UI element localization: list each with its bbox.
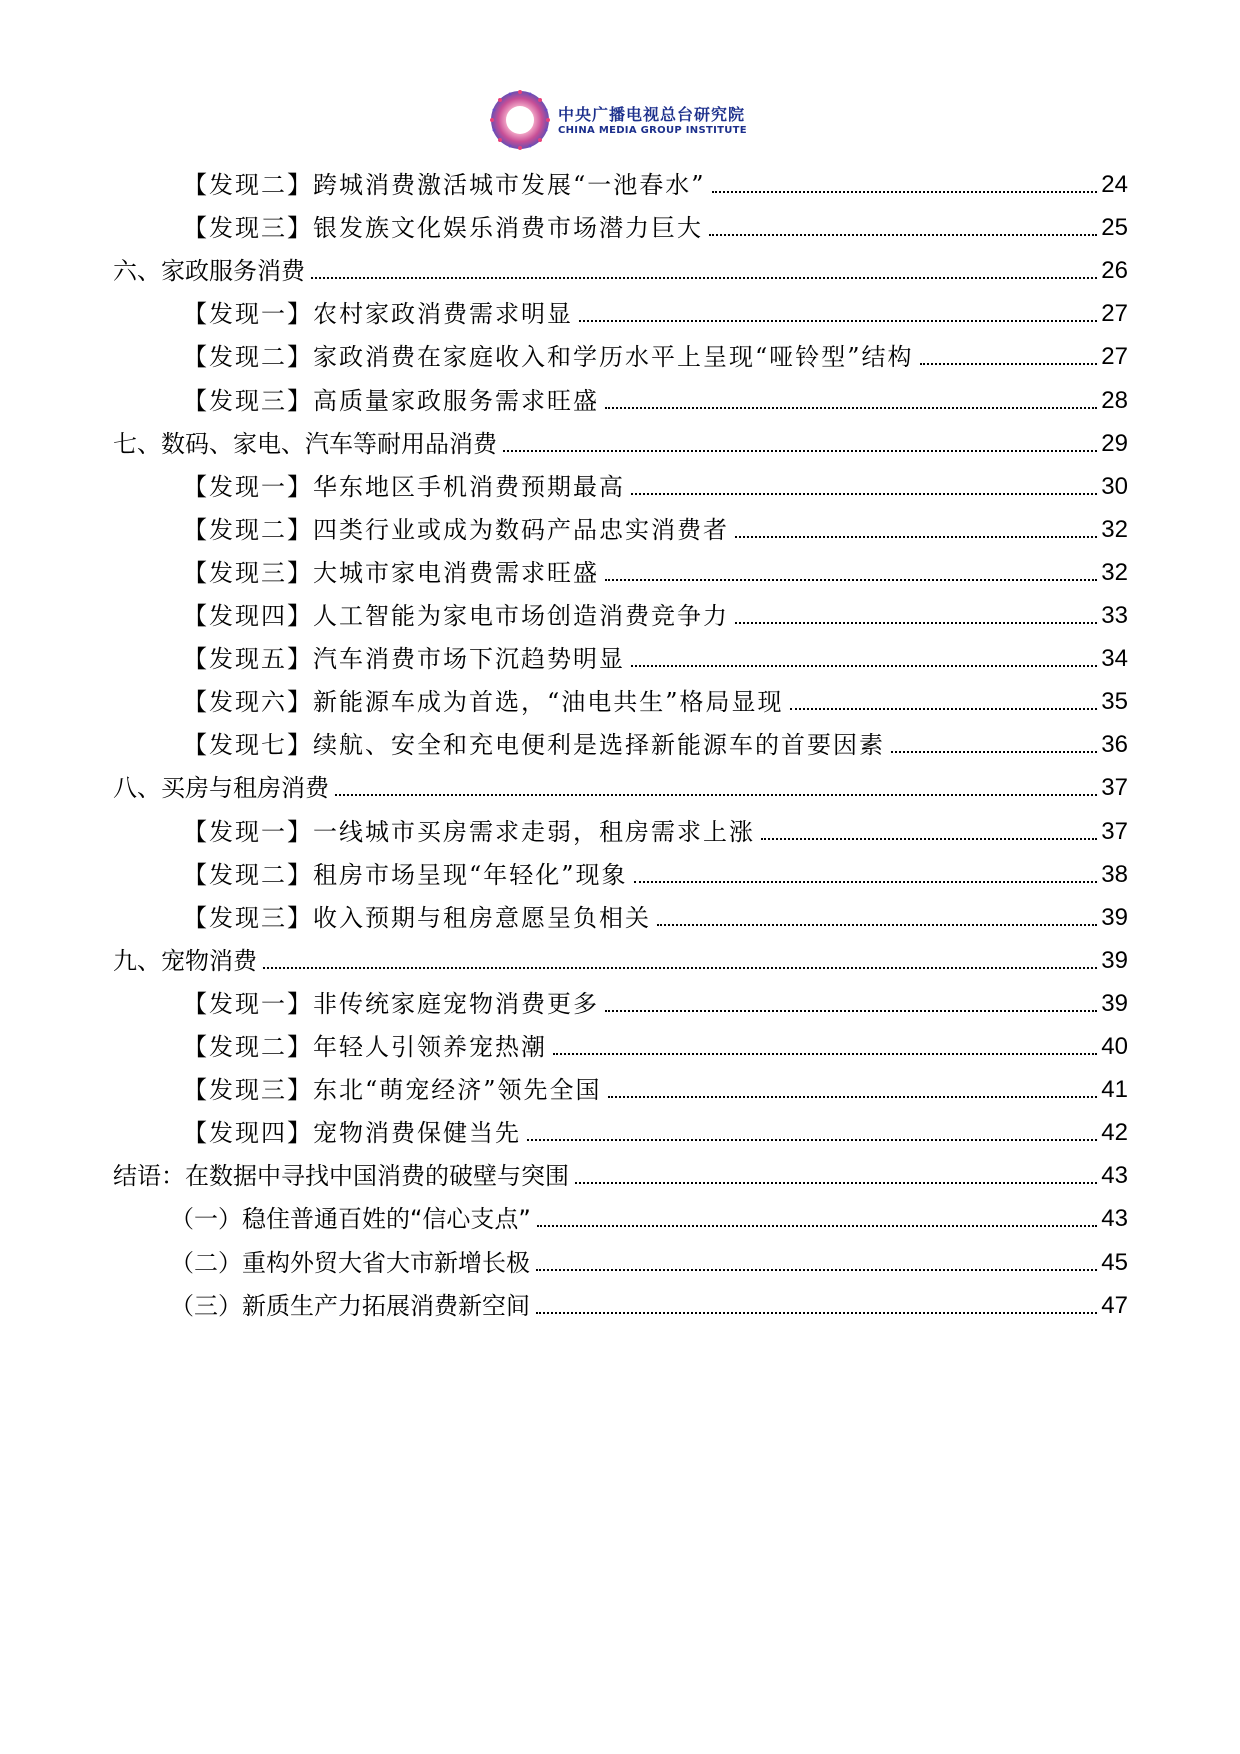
toc-entry-title: 七、数码、家电、汽车等耐用品消费: [113, 429, 497, 458]
toc-dot-leader: [527, 1138, 1097, 1141]
toc-dot-leader: [761, 837, 1097, 840]
toc-entry-title: （二）重构外贸大省大市新增长极: [170, 1248, 530, 1277]
toc-entry[interactable]: [113, 246, 1128, 286]
toc-dot-leader: [657, 923, 1097, 926]
toc-entry-title: 【发现二】家政消费在家庭收入和学历水平上呈现“哑铃型”结构: [183, 343, 914, 372]
toc-dot-leader: [891, 750, 1097, 753]
toc-page-number: 45: [1101, 1248, 1128, 1276]
cmg-institute-logo-icon: [488, 88, 552, 152]
toc-dot-leader: [634, 880, 1098, 883]
page-header: [488, 88, 788, 152]
toc-dot-leader: [605, 1009, 1097, 1012]
toc-entry[interactable]: [183, 591, 1128, 631]
toc-page-number: 32: [1101, 515, 1128, 543]
toc-entry[interactable]: [183, 505, 1128, 545]
toc-entry-title: （一）稳住普通百姓的“信心支点”: [170, 1205, 531, 1234]
toc-dot-leader: [537, 1224, 1097, 1227]
toc-entry[interactable]: [183, 289, 1128, 329]
toc-page-number: 30: [1101, 472, 1128, 500]
toc-entry[interactable]: [170, 1281, 1128, 1321]
toc-entry-title: 【发现六】新能源车成为首选，“油电共生”格局显现: [183, 688, 784, 717]
toc-entry[interactable]: [170, 1238, 1128, 1278]
toc-page-number: 33: [1101, 602, 1128, 629]
toc-entry[interactable]: [113, 936, 1128, 976]
toc-dot-leader: [553, 1052, 1097, 1055]
toc-page-number: 29: [1101, 429, 1128, 457]
toc-page-number: 27: [1101, 300, 1128, 328]
toc-entry[interactable]: [183, 893, 1128, 933]
toc-entry[interactable]: [113, 763, 1128, 803]
toc-page-number: 39: [1101, 989, 1128, 1017]
toc-dot-leader: [735, 535, 1097, 538]
toc-entry[interactable]: [183, 548, 1128, 588]
toc-dot-leader: [712, 190, 1098, 193]
toc-entry-title: 【发现三】收入预期与租房意愿呈负相关: [183, 903, 651, 932]
toc-page-number: 32: [1101, 558, 1128, 586]
toc-entry[interactable]: [183, 634, 1128, 674]
toc-dot-leader: [608, 1095, 1098, 1098]
toc-entry-title: 【发现三】高质量家政服务需求旺盛: [183, 386, 599, 415]
toc-entry-title: （三）新质生产力拓展消费新空间: [170, 1291, 530, 1320]
toc-entry[interactable]: [183, 677, 1128, 717]
toc-page-number: 47: [1101, 1291, 1128, 1319]
toc-page-number: 28: [1101, 386, 1128, 414]
toc-entry-title: 九、宠物消费: [113, 946, 257, 975]
toc-entry-title: 结语：在数据中寻找中国消费的破壁与突围: [113, 1162, 569, 1191]
toc-page-number: 24: [1101, 171, 1128, 198]
toc-entry-title: 【发现五】汽车消费市场下沉趋势明显: [183, 645, 625, 674]
toc-entry[interactable]: [183, 1065, 1128, 1105]
toc-entry-title: 【发现一】非传统家庭宠物消费更多: [183, 989, 599, 1018]
toc-dot-leader: [575, 1181, 1097, 1184]
toc-page-number: 36: [1101, 731, 1128, 759]
toc-entry[interactable]: [183, 160, 1128, 200]
toc-entry-title: 【发现二】四类行业或成为数码产品忠实消费者: [183, 515, 729, 544]
toc-entry-title: 【发现二】跨城消费激活城市发展“一池春水”: [183, 171, 706, 199]
toc-dot-leader: [536, 1311, 1097, 1314]
toc-entry[interactable]: [113, 419, 1128, 459]
logo-chinese-name: 中央广播电视总台研究院: [558, 105, 746, 124]
toc-entry[interactable]: [183, 332, 1128, 372]
toc-dot-leader: [335, 793, 1097, 796]
toc-entry-title: 【发现二】年轻人引领养宠热潮: [183, 1033, 547, 1061]
toc-entry-title: 八、买房与租房消费: [113, 774, 329, 803]
toc-dot-leader: [735, 621, 1097, 624]
toc-dot-leader: [709, 233, 1097, 236]
toc-page-number: 41: [1101, 1076, 1128, 1104]
toc-page-number: 35: [1101, 688, 1128, 716]
toc-page-number: 25: [1101, 214, 1128, 242]
toc-dot-leader: [579, 319, 1097, 322]
toc-page-number: 43: [1101, 1205, 1128, 1233]
toc-entry[interactable]: [183, 850, 1128, 890]
toc-page-number: 34: [1101, 645, 1128, 673]
toc-dot-leader: [920, 362, 1098, 365]
toc-entry-title: 【发现四】人工智能为家电市场创造消费竞争力: [183, 602, 729, 630]
toc-entry[interactable]: [113, 1151, 1128, 1191]
toc-entry-title: 【发现七】续航、安全和充电便利是选择新能源车的首要因素: [183, 731, 885, 760]
toc-page-number: 37: [1101, 774, 1128, 802]
toc-entry-title: 【发现一】华东地区手机消费预期最高: [183, 472, 625, 501]
toc-entry-title: 【发现三】东北“萌宠经济”领先全国: [183, 1076, 602, 1105]
toc-entry[interactable]: [183, 1022, 1128, 1062]
toc-entry[interactable]: [183, 807, 1128, 847]
toc-entry-title: 【发现四】宠物消费保健当先: [183, 1119, 521, 1148]
toc-entry-title: 六、家政服务消费: [113, 257, 305, 286]
toc-dot-leader: [311, 276, 1097, 279]
toc-entry-title: 【发现二】租房市场呈现“年轻化”现象: [183, 860, 628, 889]
toc-page-number: 38: [1101, 860, 1128, 888]
toc-entry-title: 【发现一】一线城市买房需求走弱，租房需求上涨: [183, 817, 755, 846]
toc-entry[interactable]: [183, 979, 1128, 1019]
toc-entry[interactable]: [183, 376, 1128, 416]
toc-entry[interactable]: [183, 720, 1128, 760]
toc-dot-leader: [263, 966, 1097, 969]
logo-english-name: CHINA MEDIA GROUP INSTITUTE: [558, 125, 747, 136]
toc-dot-leader: [605, 578, 1097, 581]
toc-entry[interactable]: [183, 462, 1128, 502]
toc-page-number: 26: [1101, 257, 1128, 285]
toc-dot-leader: [503, 449, 1097, 452]
toc-entry[interactable]: [183, 1108, 1128, 1148]
toc-page-number: 39: [1101, 903, 1128, 931]
toc-entry[interactable]: [183, 203, 1128, 243]
toc-dot-leader: [790, 707, 1098, 710]
toc-entry-title: 【发现一】农村家政消费需求明显: [183, 300, 573, 329]
toc-page-number: 39: [1101, 946, 1128, 974]
toc-page-number: 43: [1101, 1162, 1128, 1190]
toc-entry-title: 【发现三】银发族文化娱乐消费市场潜力巨大: [183, 214, 703, 243]
toc-page-number: 37: [1101, 817, 1128, 845]
toc-dot-leader: [631, 492, 1097, 495]
toc-dot-leader: [605, 406, 1097, 409]
toc-dot-leader: [536, 1268, 1097, 1271]
toc-page-number: 40: [1101, 1033, 1128, 1060]
toc-page-number: 27: [1101, 343, 1128, 371]
toc-entry[interactable]: [170, 1194, 1128, 1234]
toc-entry-title: 【发现三】大城市家电消费需求旺盛: [183, 558, 599, 587]
toc-page-number: 42: [1101, 1119, 1128, 1147]
toc-dot-leader: [631, 664, 1097, 667]
